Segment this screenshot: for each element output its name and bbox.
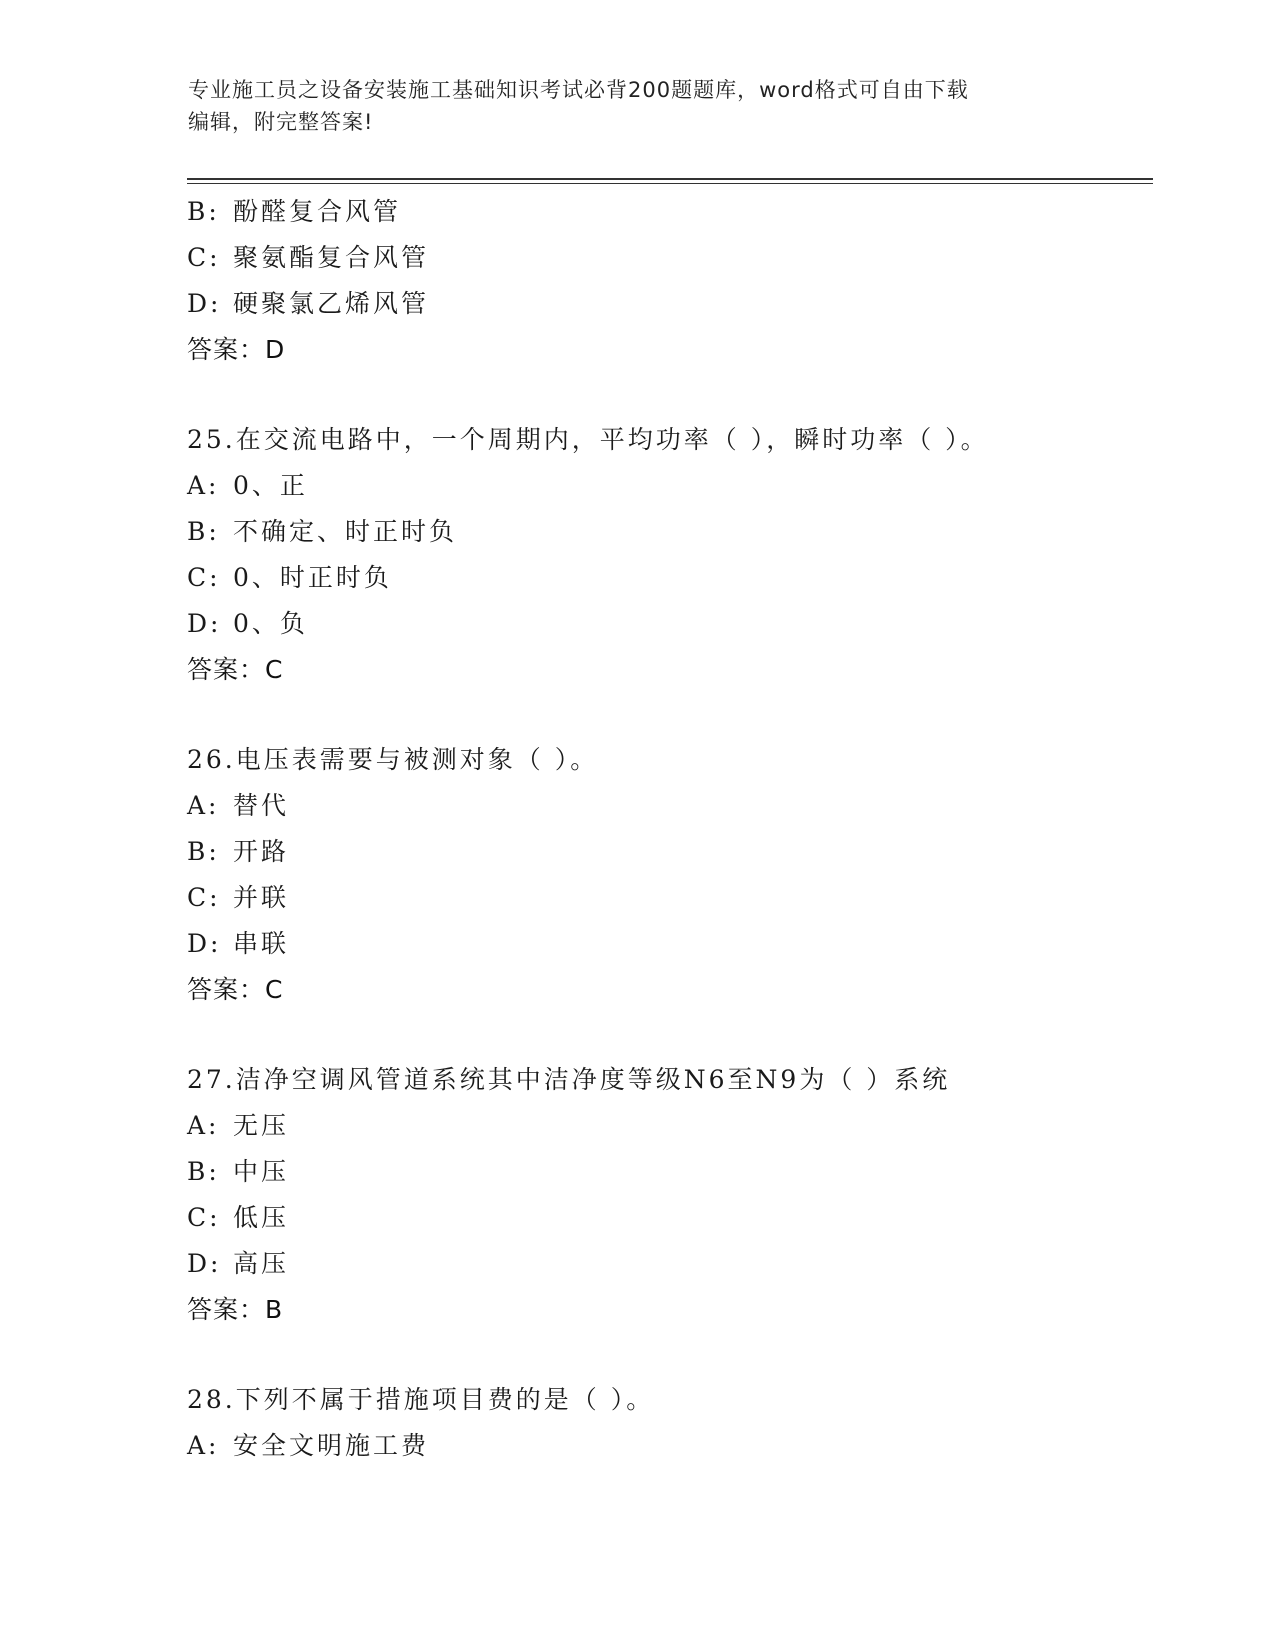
option-text: 安全文明施工费 bbox=[233, 1431, 430, 1460]
option-c bbox=[187, 235, 1147, 281]
question-block-26 bbox=[187, 737, 1147, 1013]
option-key: D: bbox=[187, 289, 222, 318]
option-key: A: bbox=[187, 791, 220, 820]
option-key: B: bbox=[187, 837, 220, 866]
option-a bbox=[187, 463, 1147, 509]
option-text: 0、正 bbox=[233, 471, 308, 500]
option-text: 开路 bbox=[233, 837, 290, 866]
question-text: 27.洁净空调风管道系统其中洁净度等级N6至N9为（ ）系统 bbox=[187, 1065, 951, 1094]
option-d bbox=[187, 921, 1147, 967]
spacer bbox=[187, 373, 1147, 417]
option-d bbox=[187, 601, 1147, 647]
spacer bbox=[187, 1013, 1147, 1057]
spacer bbox=[187, 1333, 1147, 1377]
answer-line: 答案：B bbox=[187, 1295, 284, 1324]
question-text: 28.下列不属于措施项目费的是（ ）。 bbox=[187, 1385, 655, 1414]
option-d bbox=[187, 1241, 1147, 1287]
option-b bbox=[187, 189, 1147, 235]
option-key: D: bbox=[187, 1249, 222, 1278]
option-d bbox=[187, 281, 1147, 327]
option-key: D: bbox=[187, 609, 222, 638]
header-line-2: 编辑，附完整答案! bbox=[188, 110, 374, 134]
header-rule-thick bbox=[187, 178, 1153, 180]
question-block-28 bbox=[187, 1377, 1147, 1469]
option-b bbox=[187, 509, 1147, 555]
option-key: A: bbox=[187, 471, 220, 500]
option-text: 酚醛复合风管 bbox=[233, 197, 402, 226]
question-block-25 bbox=[187, 417, 1147, 693]
option-a bbox=[187, 783, 1147, 829]
option-text: 并联 bbox=[233, 883, 290, 912]
option-text: 替代 bbox=[233, 791, 290, 820]
option-key: C: bbox=[187, 883, 221, 912]
answer-line: 答案：D bbox=[187, 335, 286, 364]
question-block-24 bbox=[187, 189, 1147, 373]
option-text: 聚氨酯复合风管 bbox=[233, 243, 430, 272]
option-a bbox=[187, 1103, 1147, 1149]
option-c bbox=[187, 1195, 1147, 1241]
question-text: 26.电压表需要与被测对象（ ）。 bbox=[187, 745, 599, 774]
option-text: 硬聚氯乙烯风管 bbox=[233, 289, 430, 318]
option-key: B: bbox=[187, 517, 220, 546]
answer-line: 答案：C bbox=[187, 975, 284, 1004]
option-text: 串联 bbox=[233, 929, 290, 958]
spacer bbox=[187, 693, 1147, 737]
option-c bbox=[187, 555, 1147, 601]
option-key: B: bbox=[187, 1157, 220, 1186]
question-block-27 bbox=[187, 1057, 1147, 1333]
document-header bbox=[188, 74, 1068, 138]
option-key: B: bbox=[187, 197, 220, 226]
header-line-1: 专业施工员之设备安装施工基础知识考试必背200题题库，word格式可自由下载 bbox=[188, 78, 969, 102]
option-text: 不确定、时正时负 bbox=[233, 517, 458, 546]
answer-line: 答案：C bbox=[187, 655, 284, 684]
option-key: C: bbox=[187, 243, 221, 272]
option-key: C: bbox=[187, 1203, 221, 1232]
option-b bbox=[187, 1149, 1147, 1195]
option-text: 中压 bbox=[233, 1157, 290, 1186]
option-key: A: bbox=[187, 1111, 220, 1140]
option-key: D: bbox=[187, 929, 222, 958]
option-b bbox=[187, 829, 1147, 875]
option-c bbox=[187, 875, 1147, 921]
option-text: 0、负 bbox=[233, 609, 308, 638]
option-key: A: bbox=[187, 1431, 220, 1460]
option-text: 低压 bbox=[233, 1203, 290, 1232]
option-key: C: bbox=[187, 563, 221, 592]
header-rule-thin bbox=[187, 183, 1153, 184]
option-text: 0、时正时负 bbox=[233, 563, 392, 592]
option-text: 无压 bbox=[233, 1111, 290, 1140]
option-a bbox=[187, 1423, 1147, 1469]
question-list bbox=[187, 189, 1147, 1469]
option-text: 高压 bbox=[233, 1249, 290, 1278]
question-text: 25.在交流电路中，一个周期内，平均功率（ ），瞬时功率（ ）。 bbox=[187, 425, 989, 454]
